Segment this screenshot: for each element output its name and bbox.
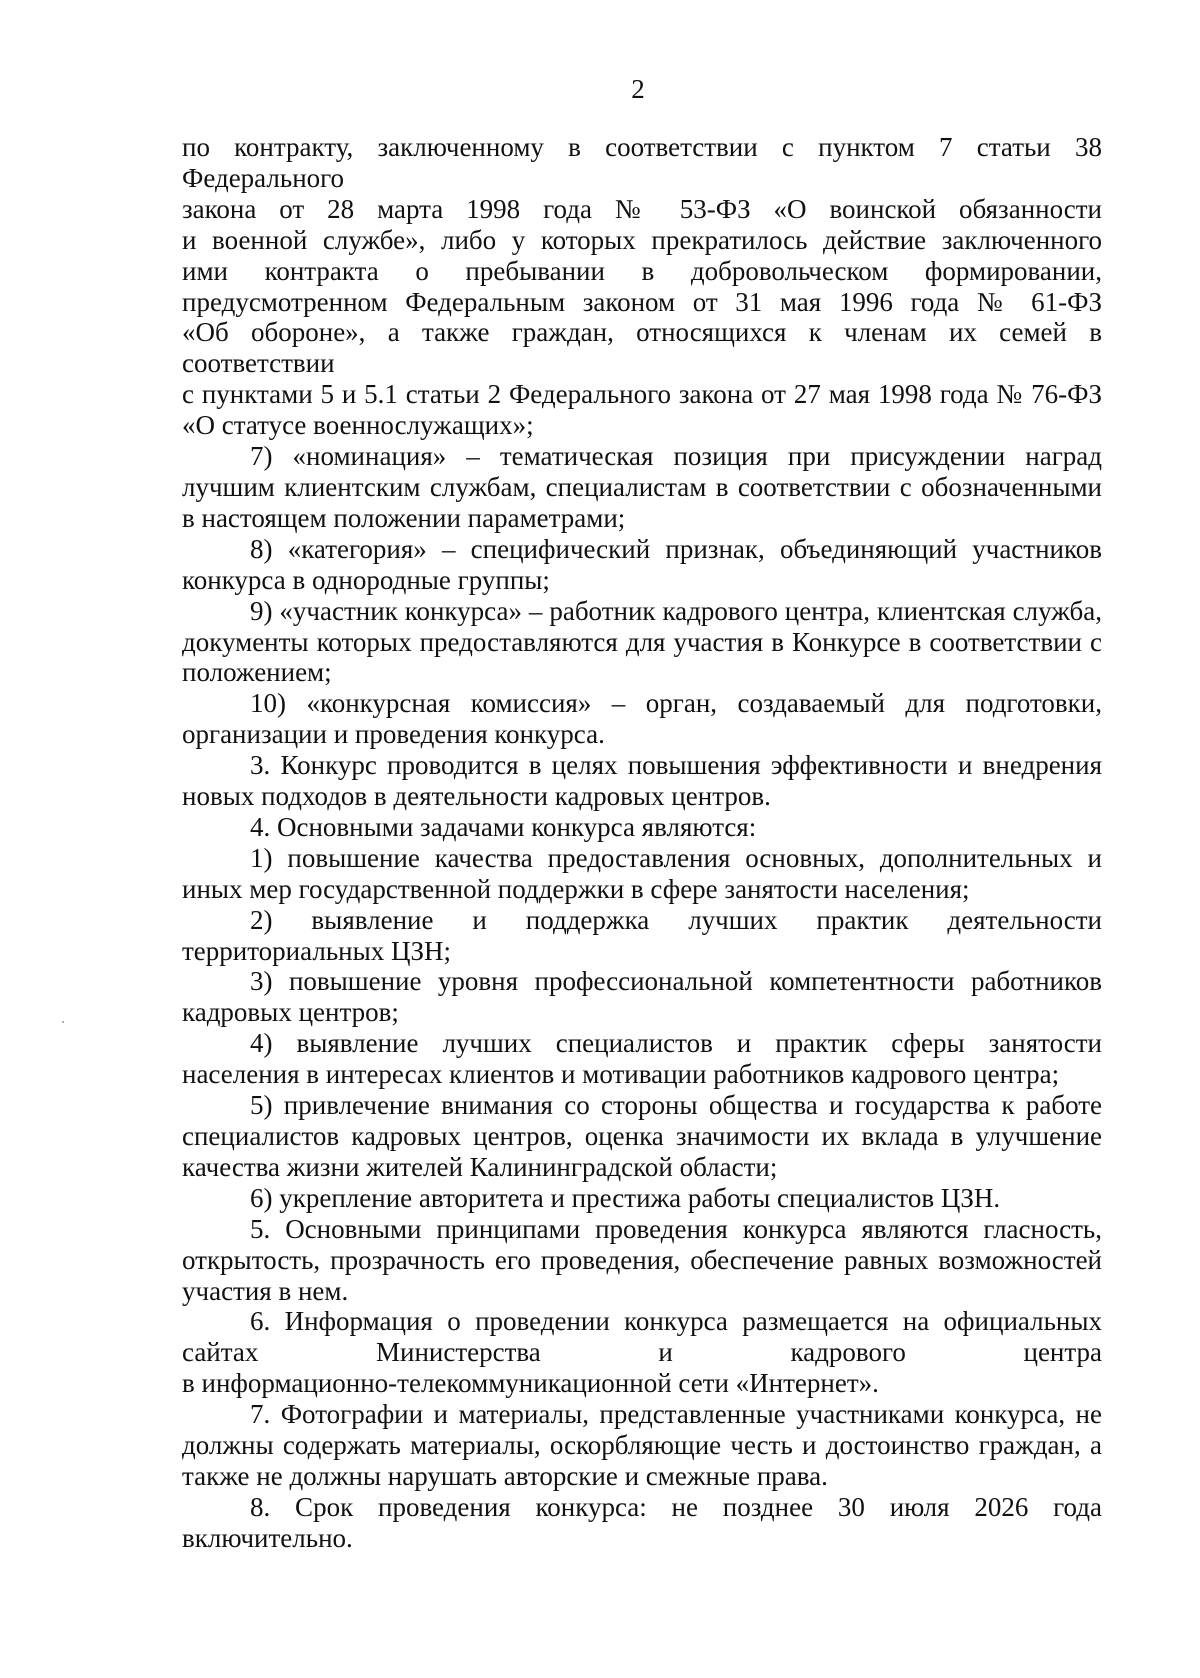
definition-commission: 10) «конкурсная комиссия» – орган, создаваемый для подготовки, организации и проведения конкурса. <box>182 688 1102 750</box>
clause-8: 8. Срок проведения конкурса: не позднее 30 июля 2026 года включительно. <box>182 1491 1102 1553</box>
task-item-5: 5) привлечение внимания со стороны общества и государства к работе специалистов кадровых центров, оценка значимости их вклада в улучшение качества жизни жителей Калининградской области; <box>182 1090 1102 1182</box>
scan-speck <box>62 1021 64 1023</box>
text-line: закона от 28 марта 1998 года № 53-ФЗ «О воинской обязанности <box>182 193 1102 224</box>
document-body <box>182 132 1102 1554</box>
task-item-3: 3) повышение уровня профессиональной компетентности работников кадровых центров; <box>182 966 1102 1028</box>
text-line: сайтах Министерства и кадрового центра <box>182 1337 1102 1368</box>
definition-nomination: 7) «номинация» – тематическая позиция при присуждении наград лучшим клиентским службам, специалистам в соответствии с обозначенными в настоящем положении параметрами; <box>182 441 1102 533</box>
clause-7: 7. Фотографии и материалы, представленные участниками конкурса, не должны содержать материалы, оскорбляющие честь и достоинство граждан, а также не должны нарушать авторские и смежные права. <box>182 1399 1102 1491</box>
definition-category: 8) «категория» – специфический признак, объединяющий участников конкурса в однородные группы; <box>182 533 1102 595</box>
text-line: и военной службе», либо у которых прекратилось действие заключенного <box>182 224 1102 255</box>
clause-5: 5. Основными принципами проведения конкурса являются гласность, открытость, прозрачность его проведения, обеспечение равных возможностей участия в нем. <box>182 1213 1102 1306</box>
text-line: по контракту, заключенному в соответствии с пунктом 7 статьи 38 Федерального <box>182 132 1102 193</box>
task-item-1: 1) повышение качества предоставления основных, дополнительных и иных мер государственной поддержки в сфере занятости населения; <box>182 842 1102 904</box>
text-line: 6. Информация о проведении конкурса размещается на официальных <box>250 1306 1102 1337</box>
definition-participant: 9) «участник конкурса» – работник кадрового центра, клиентская служба, документы которых предоставляются для участия в Конкурсе в соответствии с положением; <box>182 595 1102 688</box>
text-line: предусмотренном Федеральным законом от 31 мая 1996 года № 61-ФЗ <box>182 286 1102 317</box>
task-item-4: 4) выявление лучших специалистов и практик сферы занятости населения в интересах клиентов и мотивации работников кадрового центра; <box>182 1028 1102 1090</box>
clause-3: 3. Конкурс проводится в целях повышения эффективности и внедрения новых подходов в деятельности кадровых центров. <box>182 750 1102 812</box>
task-item-2: 2) выявление и поддержка лучших практик деятельности территориальных ЦЗН; <box>182 904 1102 966</box>
text-line: «Об обороне», а также граждан, относящихся к членам их семей в соответствии <box>182 317 1102 379</box>
clause-6 <box>182 1306 1102 1399</box>
text-line: ими контракта о пребывании в добровольческом формировании, <box>182 255 1102 286</box>
text-line: с пунктами 5 и 5.1 статьи 2 Федерального закона от 27 мая 1998 года № 76-ФЗ <box>182 379 1102 410</box>
clause-4: 4. Основными задачами конкурса являются: <box>250 811 757 842</box>
text-line: в информационно-телекоммуникационной сети «Интернет». <box>182 1368 879 1399</box>
page-number: 2 <box>631 74 645 104</box>
paragraph-continuation <box>182 132 1102 441</box>
text-line: «О статусе военнослужащих»; <box>182 410 534 441</box>
task-item-6: 6) укрепление авторитета и престижа работы специалистов ЦЗН. <box>250 1182 1001 1213</box>
